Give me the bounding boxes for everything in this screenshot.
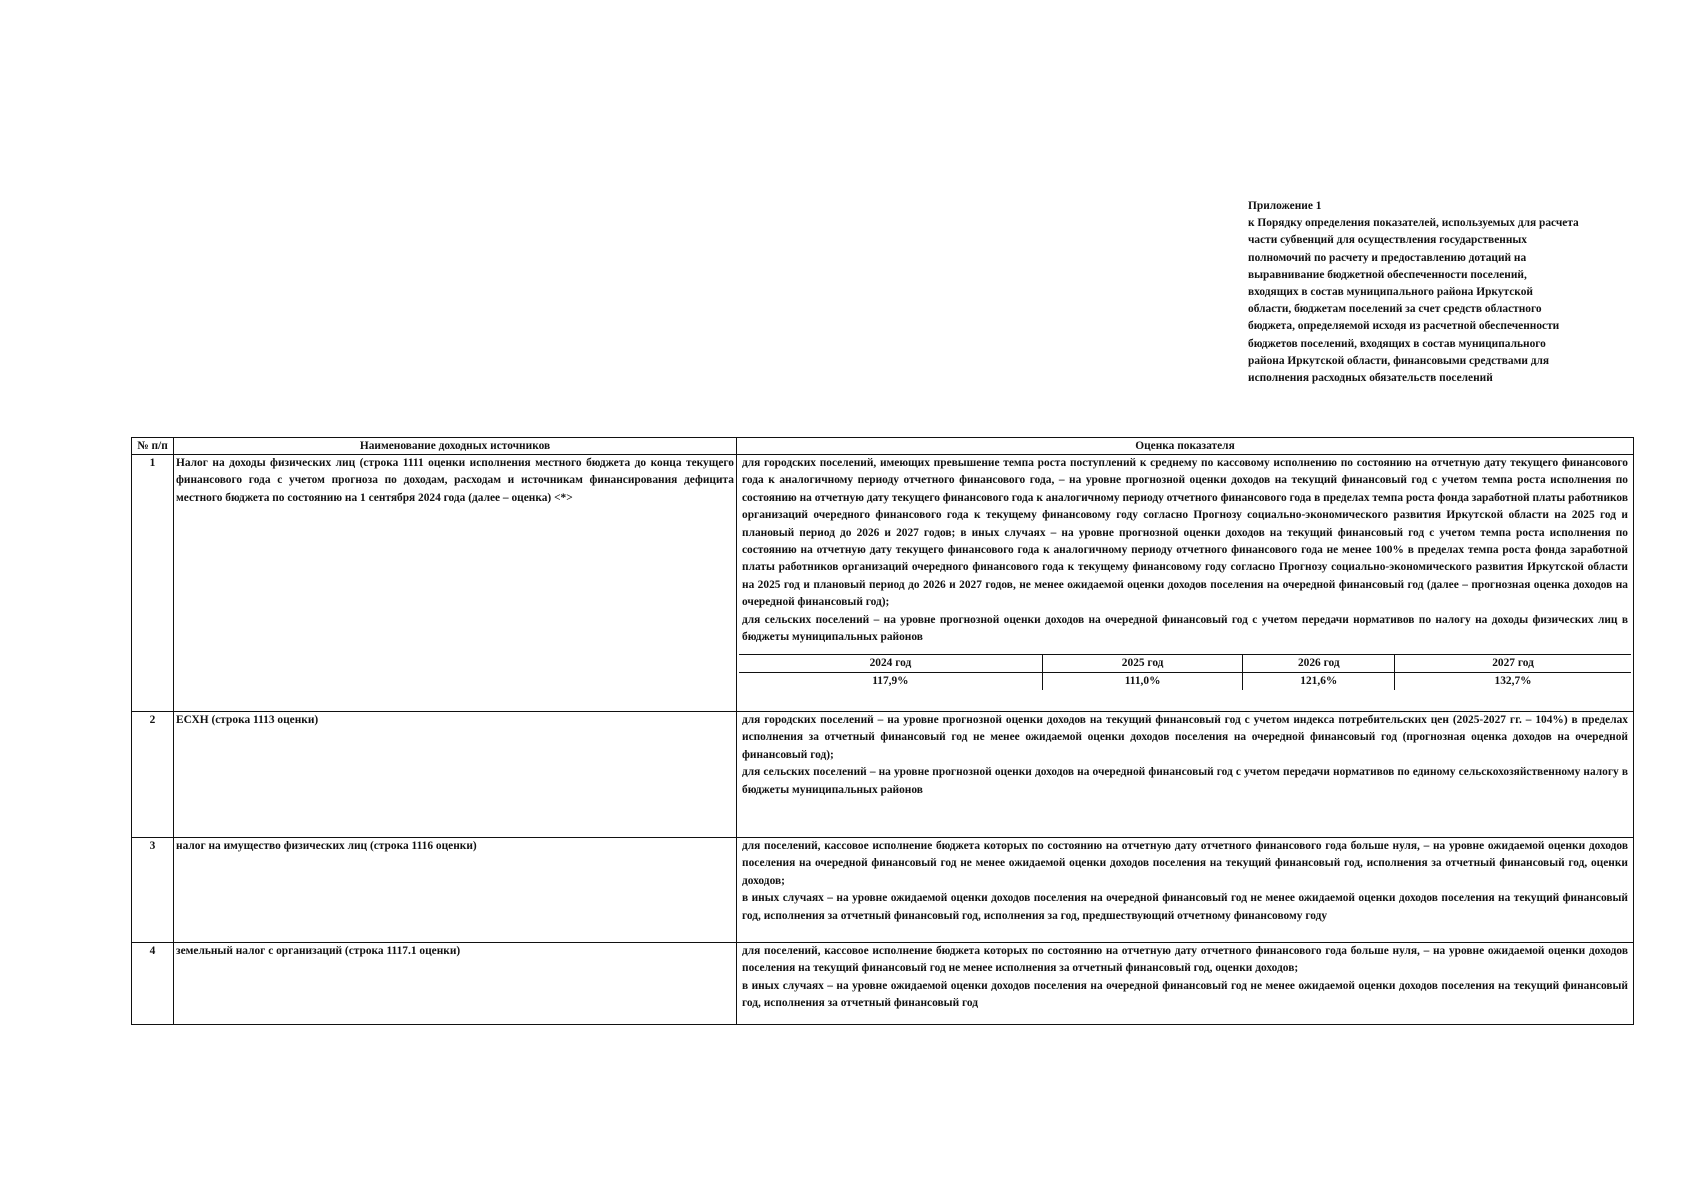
rate-cell: 117,9% (739, 673, 1042, 691)
revenue-source-name: земельный налог с организаций (строка 1117.1 оценки) (174, 943, 737, 1025)
row-number: 2 (132, 712, 174, 838)
evaluation-cell (737, 838, 1634, 943)
appendix-line: бюджетов поселений, входящих в состав муниципального (1248, 337, 1546, 350)
revenue-source-name: налог на имущество физических лиц (строка 1116 оценки) (174, 838, 737, 943)
appendix-block (1248, 198, 1638, 387)
evaluation-text-other: в иных случаях – на уровне ожидаемой оценки доходов поселения на очередной финансовый год не менее ожидаемой оценки доходов поселения на текущий финансовый год, исполнения за отчетный финансовый год, исполнения за год, предшествующий отчетному финансовому году (742, 892, 1628, 922)
evaluation-text: для городских поселений, имеющих превышение темпа роста поступлений к среднему по кассовому исполнению по состоянию на отчетную дату текущего финансового года к аналогичному периоду отчетного финансового года, – на уровне прогнозной оценки доходов на текущий финансовый год с учетом темпа роста исполнения по состоянию на отчетную дату текущего финансового года к аналогичному периоду отчетного финансового года в пределах темпа роста фонда заработной платы работников организаций очередного финансового года к текущему финансовому году согласно Прогнозу социально-экономического развития Иркутской области на 2025 год и плановый период до 2026 и 2027 годов; в иных случаях – на уровне прогнозной оценки доходов на текущий финансовый год с учетом темпа роста исполнения по состоянию на отчетную дату текущего финансового года к аналогичному периоду отчетного финансового года не менее 100% в пределах темпа роста фонда заработной платы работников организаций очередного финансового года к текущему финансовому году согласно Прогнозу социально-экономического развития Иркутской области на 2025 год и плановый период до 2026 и 2027 годов, не менее ожидаемой оценки доходов поселения на очередной финансовый год (далее – прогнозная оценка доходов на очередной финансовый год); (742, 457, 1628, 609)
header-eval: Оценка показателя (737, 438, 1634, 455)
revenue-source-name: ЕСХН (строка 1113 оценки) (174, 712, 737, 838)
appendix-line: входящих в состав муниципального района Иркутской (1248, 286, 1533, 299)
header-num: № п/п (132, 438, 174, 455)
rate-cell: 121,6% (1243, 673, 1395, 691)
evaluation-cell (737, 455, 1634, 712)
rate-cell: 111,0% (1042, 673, 1243, 691)
appendix-line: района Иркутской области, финансовыми средствами для (1248, 354, 1550, 367)
header-name: Наименование доходных источников (174, 438, 737, 455)
table-row (132, 712, 1634, 838)
year-cell: 2024 год (739, 655, 1042, 673)
revenue-table (131, 437, 1634, 1025)
appendix-line: бюджета, определяемой исходя из расчетной обеспеченности (1248, 320, 1560, 333)
evaluation-text-rural: для сельских поселений – на уровне прогнозной оценки доходов на очередной финансовый год с учетом передачи нормативов по единому сельскохозяйственному налогу в бюджеты муниципальных районов (742, 766, 1628, 796)
appendix-line: части субвенций для осуществления государственных (1248, 234, 1527, 247)
appendix-line: к Порядку определения показателей, используемых для расчета (1248, 217, 1579, 230)
table-header-row (132, 438, 1634, 455)
table-row (132, 943, 1634, 1025)
year-cell: 2026 год (1243, 655, 1395, 673)
evaluation-text-rural: для сельских поселений – на уровне прогнозной оценки доходов на очередной финансовый год с учетом передачи нормативов по налогу на доходы физических лиц в бюджеты муниципальных районов (742, 613, 1628, 644)
appendix-line: выравнивание бюджетной обеспеченности поселений, (1248, 268, 1527, 281)
evaluation-text: для поселений, кассовое исполнение бюджета которых по состоянию на отчетную дату отчетного финансового года больше нуля, – на уровне ожидаемой оценки доходов поселения на текущий финансовый год не менее исполнения за отчетный финансовый год, оценки доходов; (742, 945, 1628, 975)
evaluation-text-other: в иных случаях – на уровне ожидаемой оценки доходов поселения на очередной финансовый год не менее ожидаемой оценки доходов поселения на текущий финансовый год, исполнения за отчетный финансовый год (742, 979, 1628, 1010)
rates-row (739, 673, 1631, 691)
evaluation-cell (737, 943, 1634, 1025)
row-number: 1 (132, 455, 174, 712)
table-row (132, 455, 1634, 712)
evaluation-text: для поселений, кассовое исполнение бюджета которых по состоянию на отчетную дату отчетного финансового года больше нуля, – на уровне ожидаемой оценки доходов поселения на очередной финансовый год не менее ожидаемой оценки доходов поселения на текущий финансовый год, исполнения за отчетный финансовый год, оценки доходов; (742, 840, 1628, 887)
rate-cell: 132,7% (1395, 673, 1631, 691)
growth-rate-table (739, 654, 1631, 690)
appendix-line: полномочий по расчету и предоставлению дотаций на (1248, 251, 1527, 264)
appendix-line: исполнения расходных обязательств поселений (1248, 372, 1493, 385)
table-row (132, 838, 1634, 943)
revenue-source-name: Налог на доходы физических лиц (строка 1111 оценки исполнения местного бюджета до конца текущего финансового года с учетом прогноза по доходам, расходам и источникам финансирования дефицита местного бюджета по состоянию на 1 сентября 2024 года (далее – оценка) <*> (174, 455, 737, 712)
years-row (739, 655, 1631, 673)
appendix-title: Приложение 1 (1248, 200, 1322, 212)
evaluation-text: для городских поселений – на уровне прогнозной оценки доходов на текущий финансовый год с учетом индекса потребительских цен (2025-2027 гг. – 104%) в пределах исполнения за отчетный финансовый год не менее ожидаемой оценки доходов поселения на очередной финансовый год (прогнозная оценка доходов на очередной финансовый год); (742, 714, 1628, 761)
row-number: 3 (132, 838, 174, 943)
row-number: 4 (132, 943, 174, 1025)
year-cell: 2025 год (1042, 655, 1243, 673)
appendix-line: области, бюджетам поселений за счет средств областного (1248, 303, 1542, 316)
year-cell: 2027 год (1395, 655, 1631, 673)
evaluation-cell (737, 712, 1634, 838)
